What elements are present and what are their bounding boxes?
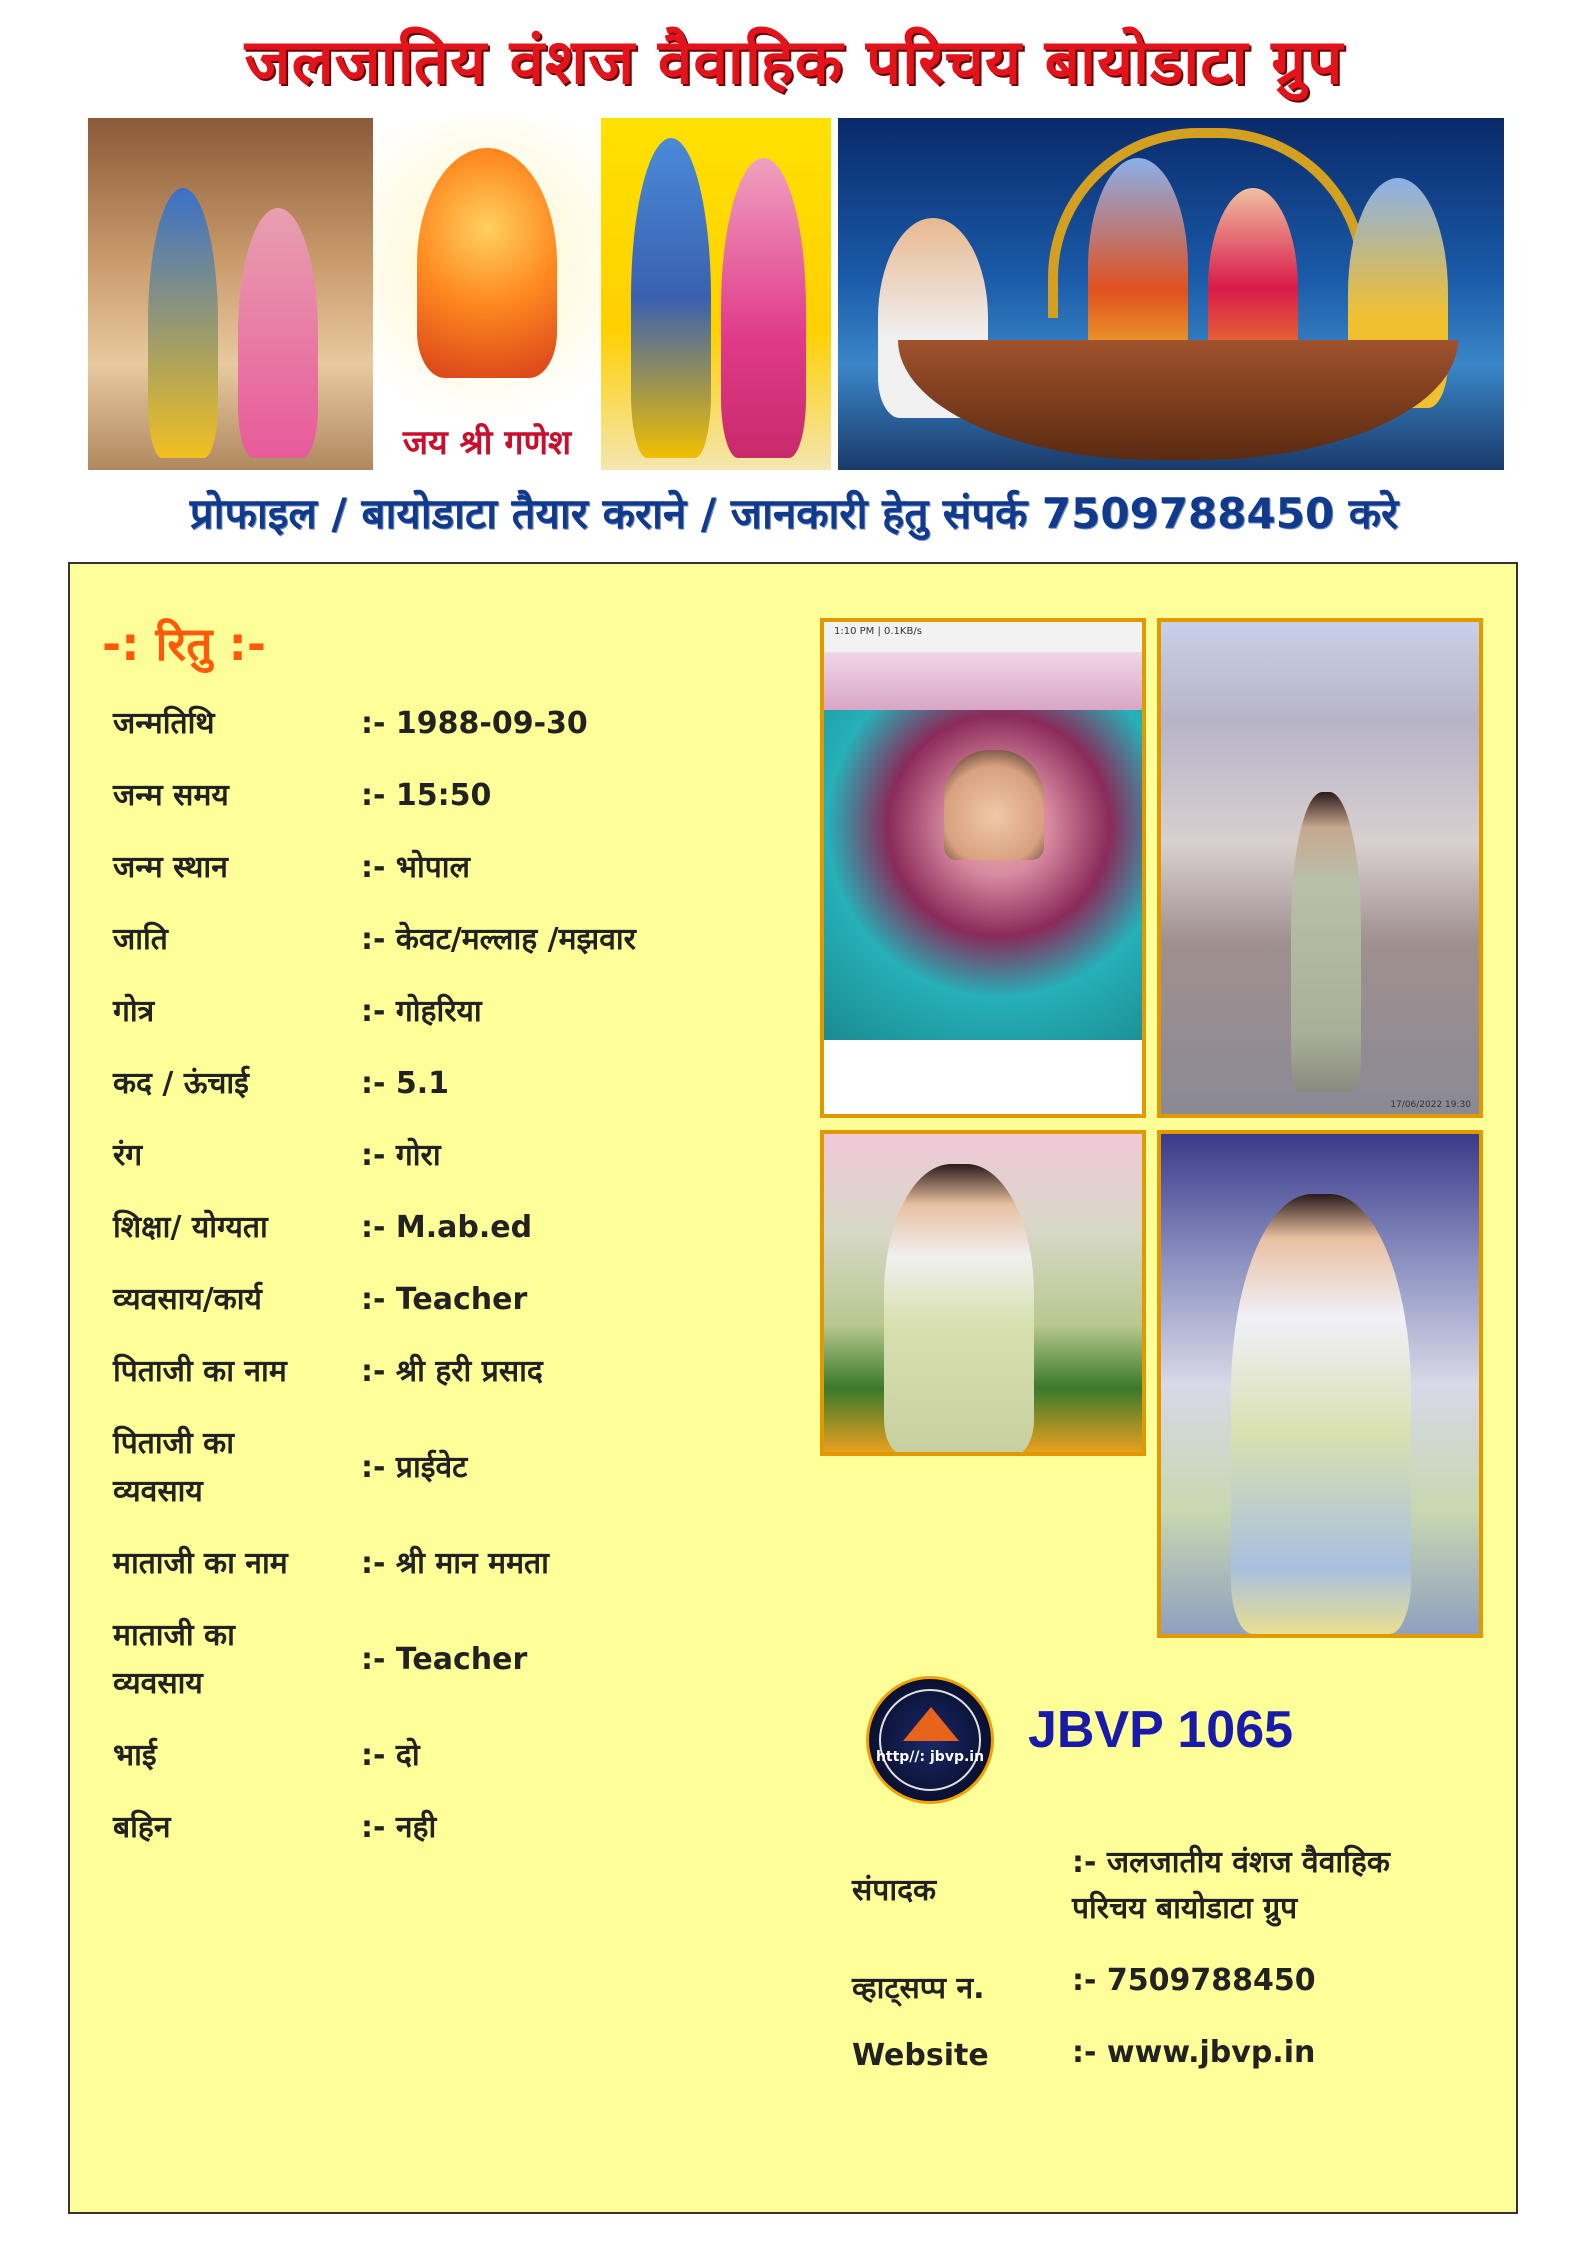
field-value: :- गोरा (361, 1138, 441, 1173)
editor-value: :- जलजातीय वंशज वैवाहिक परिचय बायोडाटा ग्रुप (1072, 1845, 1390, 1926)
profile-photo-3 (820, 1130, 1146, 1456)
field-value: :- दो (361, 1738, 420, 1773)
page-title: जलजातिय वंशज वैवाहिक परिचय बायोडाटा ग्रुप (244, 25, 1344, 98)
field-label: शिक्षा/ योग्यता (113, 1210, 268, 1245)
field-label: गोत्र (113, 994, 155, 1029)
field-label: बहिन (113, 1810, 171, 1845)
profile-name: -: रितु :- (102, 617, 266, 671)
field-value: :- M.ab.ed (361, 1210, 533, 1245)
field-value: :- केवट/मल्लाह /मझवार (361, 922, 636, 957)
logo-url-text: http//: jbvp.in (875, 1749, 985, 1765)
banner-image-boat (838, 118, 1504, 470)
field-label: रंग (113, 1138, 143, 1173)
banner-image-ram-sita-2 (601, 118, 831, 470)
field-label: भाई (113, 1738, 157, 1773)
field-value: :- श्री मान ममता (361, 1546, 549, 1581)
profile-photo-2 (1157, 618, 1483, 1118)
jbvp-logo (866, 1676, 994, 1804)
field-label: पिताजी का व्यवसाय (113, 1426, 234, 1509)
field-value: :- Teacher (361, 1282, 528, 1317)
field-label: जन्म समय (113, 778, 229, 813)
profile-code: JBVP 1065 (1028, 1701, 1294, 1759)
ganesh-caption: जय श्री गणेश (402, 423, 572, 463)
field-label: व्यवसाय/कार्य (113, 1282, 262, 1317)
field-label: जन्मतिथि (113, 706, 215, 741)
field-value: :- नही (361, 1810, 437, 1845)
field-label: कद / ऊंचाई (113, 1066, 249, 1101)
field-label: जन्म स्थान (113, 850, 228, 885)
field-label: पिताजी का नाम (113, 1354, 287, 1389)
field-value: :- 5.1 (361, 1066, 450, 1101)
whatsapp-label: व्हाट्सप्प न. (852, 1971, 985, 2006)
field-value: :- Teacher (361, 1642, 528, 1677)
field-label: जाति (113, 922, 168, 957)
field-value: :- गोहरिया (361, 994, 482, 1029)
field-value: :- भोपाल (361, 850, 470, 885)
website-value: :- www.jbvp.in (1072, 2035, 1316, 2070)
banner-image-ram-sita (88, 118, 373, 470)
profile-photo-1 (820, 618, 1146, 1118)
phone-status-bar: 1:10 PM | 0.1KB/s (824, 622, 1142, 652)
field-value: :- 15:50 (361, 778, 492, 813)
field-value: :- प्राईवेट (361, 1450, 468, 1485)
field-label: माताजी का व्यवसाय (113, 1618, 235, 1701)
photo-timestamp: 17/06/2022 19:30 (1390, 1100, 1471, 1110)
website-label: Website (852, 2038, 989, 2073)
profile-photo-4 (1157, 1130, 1483, 1638)
whatsapp-value: :- 7509788450 (1072, 1963, 1316, 1998)
contact-banner-text: प्रोफाइल / बायोडाटा तैयार कराने / जानकारी हेतु संपर्क 7509788450 करे (189, 489, 1399, 538)
field-label: माताजी का नाम (113, 1546, 288, 1581)
editor-label: संपादक (852, 1873, 937, 1908)
field-value: :- 1988-09-30 (361, 706, 588, 741)
field-value: :- श्री हरी प्रसाद (361, 1354, 543, 1389)
